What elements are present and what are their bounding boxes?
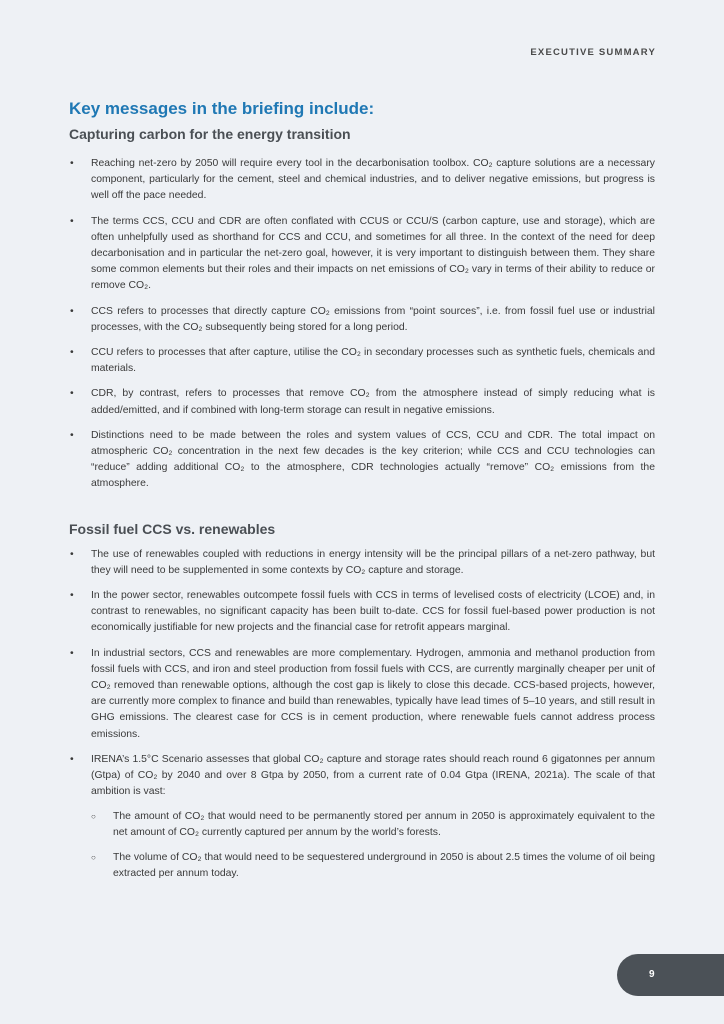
list-item bbox=[69, 156, 655, 205]
bullet-list-capturing-carbon bbox=[69, 156, 655, 493]
page-number-tab bbox=[617, 954, 724, 996]
bullet-text: CCU refers to processes that after capture, utilise the CO₂ in secondary processes such as synthetic fuels, chemicals and materials. bbox=[91, 347, 655, 375]
sub-list-item bbox=[91, 809, 655, 841]
bullet-text: Distinctions need to be made between the roles and system values of CCS, CCU and CDR. The total impact on atmospheric CO₂ concentration in the next few decades is the key criterion; while CCS and CCU technologies can “reduce” adding additional CO₂ to the atmosphere, CDR technologies actually “remove” CO₂ emissions from the atmosphere. bbox=[91, 429, 655, 490]
sub-bullet-text: The amount of CO₂ that would need to be permanently stored per annum in 2050 is approximately equivalent to the net amount of CO₂ currently captured per annum by the world’s forests. bbox=[113, 810, 655, 838]
list-item bbox=[69, 547, 655, 579]
list-item bbox=[69, 752, 655, 882]
list-item bbox=[69, 428, 655, 493]
sub-bullet-text: The volume of CO₂ that would need to be sequestered underground in 2050 is about 2.5 times the volume of oil being extracted per annum today. bbox=[113, 851, 655, 880]
bullet-icon: • bbox=[70, 647, 74, 659]
running-header: EXECUTIVE SUMMARY bbox=[530, 47, 656, 58]
bullet-list-fossil-fuel-ccs bbox=[69, 547, 655, 883]
bullet-icon: • bbox=[70, 548, 74, 560]
main-content bbox=[69, 98, 655, 891]
bullet-text: In industrial sectors, CCS and renewables are more complementary. Hydrogen, ammonia and methanol production from fossil fuels with CCS, and iron and steel production from fossil fuels with CCS, are currently marginally cheaper per unit of CO₂ removed than renewable options, although the cost gap is likely to close this decade. CCS-based projects, however, are currently more complex to finance and build than renewables, typically have lead times of 5–10 years, and still result in GHG emissions. The clearest case for CCS is in cement production, where renewable fuels cannot address process emissions. bbox=[91, 647, 655, 740]
bullet-text: Reaching net-zero by 2050 will require every tool in the decarbonisation toolbox. CO₂ capture solutions are a necessary component, particularly for the cement, steel and chemical industries, and to deliver negative emissions, but progress is well off the pace needed. bbox=[91, 158, 655, 202]
bullet-text: In the power sector, renewables outcompete fossil fuels with CCS in terms of levelised costs of electricity (LCOE) and, in contrast to renewables, no significant capacity has been built to-date. CCS for fossil fuel-based power production is not economically justifiable for new projects and the financial case for retrofit appears marginal. bbox=[91, 590, 655, 634]
bullet-text: The use of renewables coupled with reductions in energy intensity will be the principal pillars of a net-zero pathway, but they will need to be supplemented in some contexts by CO₂ capture and storage. bbox=[91, 548, 655, 576]
bullet-icon: • bbox=[70, 347, 74, 359]
section-title-capturing-carbon: Capturing carbon for the energy transition bbox=[69, 126, 351, 142]
bullet-icon: • bbox=[70, 429, 74, 441]
bullet-icon: • bbox=[70, 753, 74, 765]
bullet-icon: • bbox=[70, 215, 74, 227]
bullet-text: CDR, by contrast, refers to processes that remove CO₂ from the atmosphere instead of simply reducing what is added/emitted, and if combined with long-term storage can result in negative emissions. bbox=[91, 388, 655, 416]
bullet-icon: • bbox=[70, 305, 74, 317]
bullet-icon: • bbox=[70, 388, 74, 400]
list-item bbox=[69, 345, 655, 377]
sub-bullet-list bbox=[91, 809, 655, 883]
bullet-text: The terms CCS, CCU and CDR are often conflated with CCUS or CCU/S (carbon capture, use and storage), which are often unhelpfully used as shorthand for CCS and CCU, and sometimes for all three. In the context of the need for deep decarbonisation and in particular the net-zero goal, however, it is very important to distinguish between them. They share some common elements but their roles and their impacts on net emissions of CO₂ vary in terms of their ability to reduce or remove CO₂. bbox=[91, 215, 655, 292]
bullet-text: IRENA’s 1.5°C Scenario assesses that global CO₂ capture and storage rates should reach round 6 gigatonnes per annum (Gtpa) of CO₂ by 2040 and over 8 Gtpa by 2050, from a current rate of 0.04 Gtpa (IRENA, 2021a). The scale of that ambition is vast: bbox=[91, 753, 655, 798]
bullet-icon: • bbox=[70, 158, 74, 169]
list-item bbox=[69, 214, 655, 295]
list-item bbox=[69, 386, 655, 418]
key-messages-title: Key messages in the briefing include: bbox=[69, 99, 375, 118]
sub-bullet-icon: ○ bbox=[91, 852, 96, 862]
section-title-fossil-fuel-ccs: Fossil fuel CCS vs. renewables bbox=[69, 520, 276, 537]
list-item bbox=[69, 646, 655, 743]
bullet-icon: • bbox=[70, 590, 74, 602]
list-item bbox=[69, 588, 655, 637]
sub-list-item bbox=[91, 850, 655, 882]
page-number: 9 bbox=[649, 969, 655, 980]
bullet-text: CCS refers to processes that directly capture CO₂ emissions from “point sources”, i.e. from fossil fuel use or industrial processes, with the CO₂ subsequently being stored for a long period. bbox=[91, 305, 655, 333]
list-item bbox=[69, 304, 655, 336]
sub-bullet-icon: ○ bbox=[91, 811, 96, 821]
